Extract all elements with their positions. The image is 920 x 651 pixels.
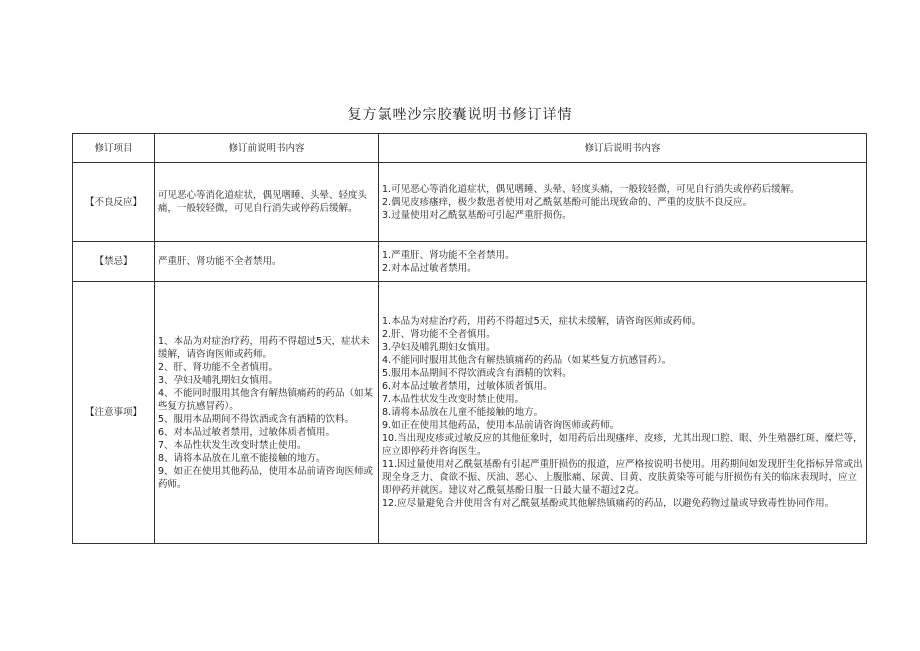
list-item: 9.如正在使用其他药品，使用本品前请咨询医师或药师。: [382, 420, 620, 431]
revision-table: [72, 133, 867, 544]
list-item: 7、本品性状发生改变时禁止使用。: [158, 439, 307, 451]
list-item: 5.服用本品期间不得饮酒或含有酒精的饮料。: [382, 368, 572, 379]
table-row-adverse-reactions: [73, 163, 867, 242]
list-item: 6、对本品过敏者禁用，过敏体质者慎用。: [158, 426, 336, 438]
list-item: 1.本品为对症治疗药，用药不得超过5天，症状未缓解，请咨询医师或药师。: [382, 316, 702, 327]
list-item: 2.偶见皮疹瘙痒，极少数患者使用对乙酰氨基酚可能出现致命的、严重的皮肤不良反应。: [382, 196, 753, 208]
list-item: 10.当出现皮疹或过敏反应的其他征象时，如用药后出现瘙痒、皮疹，尤其出现口腔、眼、外生殖器红斑、糜烂等，应立即停药并咨询医生。: [382, 433, 863, 457]
list-item: 2、肝、肾功能不全者慎用。: [158, 361, 279, 373]
list-item: 12.应尽量避免合并使用含有对乙酰氨基酚或其他解热镇痛药的药品，以避免药物过量或导致毒性协同作用。: [382, 498, 835, 509]
document-title: 复方氯唑沙宗胶囊说明书修订详情: [347, 107, 573, 123]
table-row-precautions: [73, 282, 867, 544]
list-item: 8.请将本品放在儿童不能接触的地方。: [382, 407, 544, 418]
list-item: 3、孕妇及哺乳期妇女慎用。: [158, 374, 279, 386]
list-item: 8、请将本品放在儿童不能接触的地方。: [158, 452, 326, 464]
list-item: 11.因过量使用对乙酰氨基酚有引起严重肝损伤的报道，应严格按说明书使用。用药期间如发现肝生化指标异常或出现全身乏力、食欲不振、厌油、恶心、上腹胀痛、尿黄、目黄、皮肤黄染等可能与肝损伤有关的临床表现时，应立即停药并就医。建议对乙酰氨基酚日服一日最大量不超过2克。: [382, 459, 863, 496]
before-content: [155, 282, 379, 544]
after-content: [379, 163, 867, 242]
list-item: 2.肝、肾功能不全者慎用。: [382, 329, 496, 340]
list-item: 7.本品性状发生改变时禁止使用。: [382, 394, 525, 405]
list-item: 3.过量使用对乙酰氨基酚可引起严重肝损伤。: [382, 209, 572, 221]
row-label: 【禁忌】: [73, 242, 155, 282]
list-item: 2.对本品过敏者禁用。: [382, 262, 477, 274]
table-header-row: [73, 134, 867, 163]
after-content: [379, 282, 867, 544]
list-item: 1.严重肝、肾功能不全者禁用。: [382, 249, 515, 261]
list-item: 1、本品为对症治疗药，用药不得超过5天，症状未缓解，请咨询医师或药师。: [158, 335, 370, 360]
list-item: 9、如正在使用其他药品，使用本品前请咨询医师或药师。: [158, 465, 374, 490]
row-label: 【注意事项】: [73, 282, 155, 544]
list-item: 4、不能同时服用其他含有解热镇痛药的药品（如某些复方抗感冒药）。: [158, 387, 374, 412]
list-item: 5、服用本品期间不得饮酒或含有酒精的饮料。: [158, 413, 355, 425]
before-content: 严重肝、肾功能不全者禁用。: [155, 242, 379, 282]
list-item: 4.不能同时服用其他含有解热镇痛药的药品（如某些复方抗感冒药）。: [382, 355, 672, 366]
row-label: 【不良反应】: [73, 163, 155, 242]
list-item: 1.可见恶心等消化道症状，偶见嗜睡、头晕、轻度头痛，一般较轻微，可见自行消失或停药后缓解。: [382, 183, 800, 195]
header-before: 修订前说明书内容: [155, 134, 379, 163]
list-item: 3.孕妇及哺乳期妇女慎用。: [382, 342, 496, 353]
before-content: 可见恶心等消化道症状，偶见嗜睡、头晕、轻度头痛，一般较轻微，可见自行消失或停药后缓解。: [155, 163, 379, 242]
after-content: [379, 242, 867, 282]
table-row-contraindications: [73, 242, 867, 282]
header-after: 修订后说明书内容: [379, 134, 867, 163]
list-item: 6.对本品过敏者禁用，过敏体质者慎用。: [382, 381, 553, 392]
header-item: 修订项目: [73, 134, 155, 163]
